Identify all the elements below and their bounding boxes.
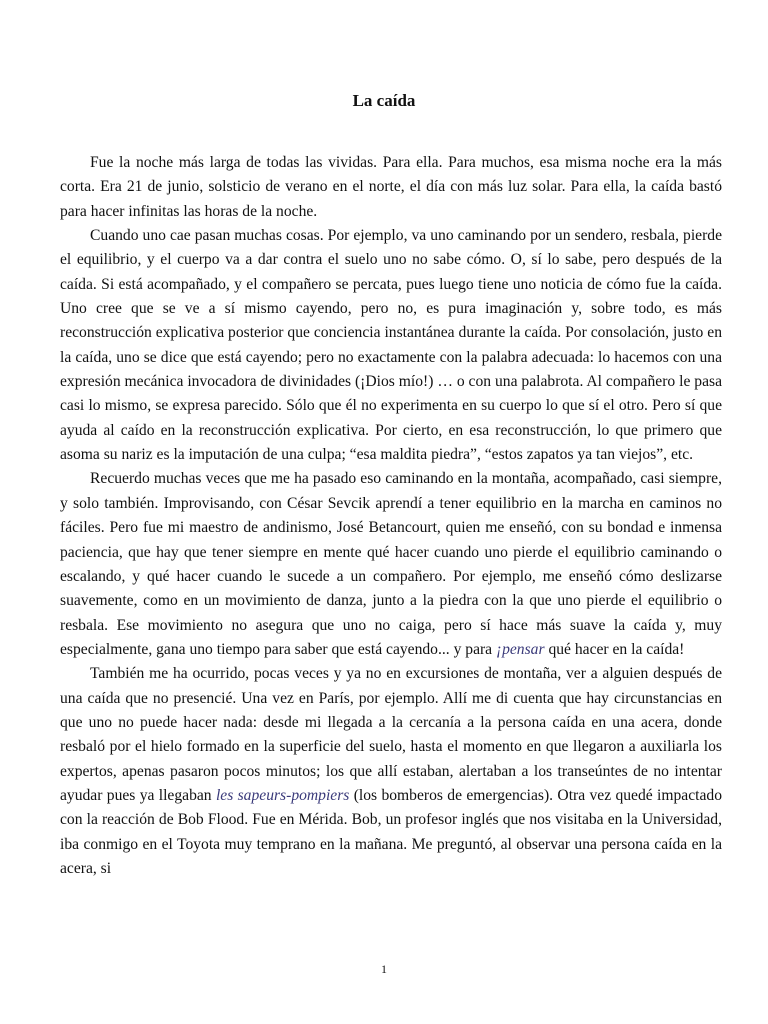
paragraph-3	[60, 467, 722, 662]
document-body	[60, 151, 722, 881]
paragraph-4	[60, 662, 722, 881]
paragraph-3-italic-text: ¡pensar	[496, 640, 545, 658]
document-title: La caída	[352, 91, 416, 110]
paragraph-4-text-end: (los bomberos de emergencias). Otra vez quedé impactado con la reacción de Bob Flood. Fue en Mérida. Bob, un profesor inglés que nos visitaba en la Universidad, iba conmigo en el Toyota muy temprano en la mañana. Me preguntó, al observar una persona caída en la acera, si	[60, 786, 722, 877]
page-number: 1	[381, 962, 387, 976]
paragraph-4-italic-text: les sapeurs-pompiers	[215, 786, 350, 804]
paragraph-2: Cuando uno cae pasan muchas cosas. Por ejemplo, va uno caminando por un sendero, resbala, pierde el equilibrio, y el cuerpo va a dar contra el suelo uno no sabe cómo. O, sí lo sabe, pero después de la caída. Si está acompañado, y el compañero se percata, pues luego tiene uno noticia de cómo fue la caída. Uno cree que se ve a sí mismo cayendo, pero no, es pura imaginación y, sobre todo, es más reconstrucción explicativa posterior que conciencia instantánea durante la caída. Por consolación, justo en la caída, uno se dice que está cayendo; pero no exactamente con la palabra adecuada: lo hacemos con una expresión mecánica invocadora de divinidades (¡Dios mío!) … o con una palabrota. Al compañero le pasa casi lo mismo, se expresa parecido. Sólo que él no experimenta en su cuerpo lo que sí el otro. Pero sí que ayuda al caído en la reconstrucción explicativa. Por cierto, en esa reconstrucción, lo que primero que asoma su nariz es la imputación de una culpa; “esa maldita piedra”, “estos zapatos ya tan viejos”, etc.	[60, 227, 722, 464]
paragraph-3-text: Recuerdo muchas veces que me ha pasado eso caminando en la montaña, acompañado, casi siempre, y solo también. Improvisando, con César Sevcik aprendí a tener equilibrio en la marcha en caminos no fáciles. Pero fue mi maestro de andinismo, José Betancourt, quien me enseñó, con su bondad e inmensa paciencia, que hay que tener siempre en mente qué hacer cuando uno pierde el equilibrio caminando o escalando, y qué hacer cuando le sucede a un compañero. Por ejemplo, me enseñó cómo deslizarse suavemente, como en un movimiento de danza, junto a la piedra con la que uno pierde el equilibrio o resbala. Ese movimiento no asegura que uno no caiga, pero sí hace más suave la caída y, muy especialmente, gana uno tiempo para saber que está cayendo... y para	[60, 470, 722, 658]
paragraph-1: Fue la noche más larga de todas las vividas. Para ella. Para muchos, esa misma noche era la más corta. Era 21 de junio, solsticio de verano en el norte, el día con más luz solar. Para ella, la caída bastó para hacer infinitas las horas de la noche.	[60, 154, 722, 220]
paragraph-4-text: También me ha ocurrido, pocas veces y ya no en excursiones de montaña, ver a alguien después de una caída que no presencié. Una vez en París, por ejemplo. Allí me di cuenta que hay circunstancias en que uno no puede hacer nada: desde mi llegada a la cercanía a la persona caída en una acera, donde resbaló por el hielo formado en la superficie del suelo, hasta el momento en que llegaron a auxiliarla los expertos, apenas pasaron pocos minutos; los que allí estaban, alertaban a los transeúntes de no intentar ayudar pues ya llegaban	[60, 665, 722, 804]
paragraph-3-text-end: qué hacer en la caída!	[544, 640, 685, 658]
